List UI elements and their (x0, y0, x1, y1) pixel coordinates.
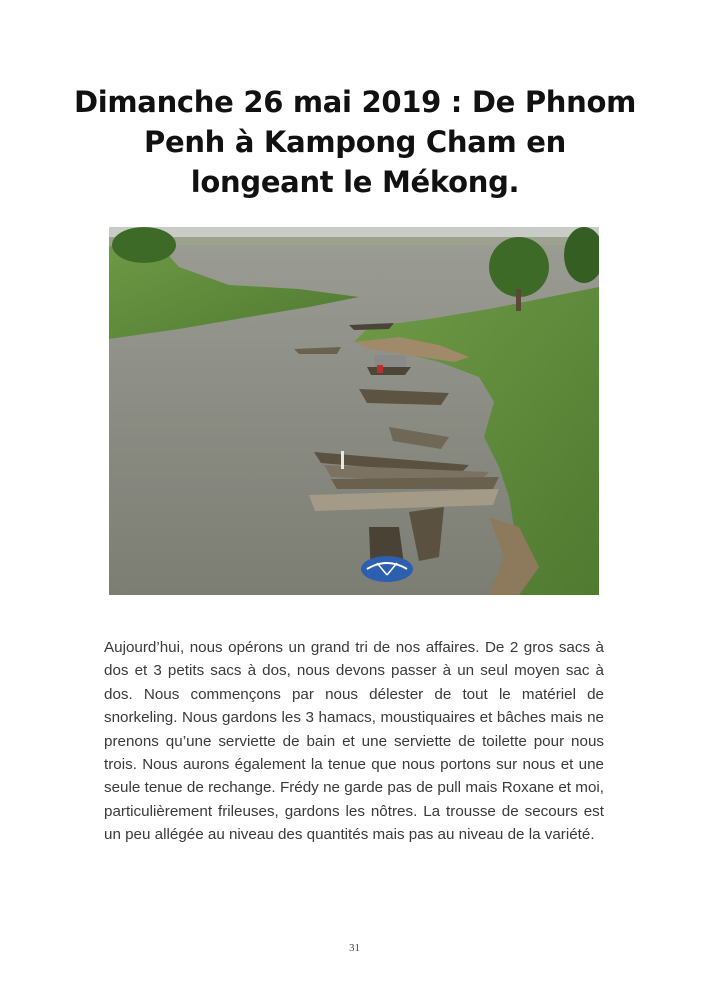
page-title: Dimanche 26 mai 2019 : De Phnom Penh à Kampong Cham en longeant le Mékong. (73, 85, 637, 199)
page-number: 31 (349, 942, 360, 954)
body-paragraph: Aujourd’hui, nous opérons un grand tri de nos affaires. De 2 gros sacs à dos et 3 petits sacs à dos, nous devons passer à un seul moyen sac à dos. Nous commençons par nous délester de tout le matériel de snorkeling. Nous gardons les 3 hamacs, moustiquaires et bâches mais ne prenons qu’une serviette de bain et une serviette de toilette pour nous trois. Nous aurons également la tenue que nous portons sur nous et une seule tenue de rechange. Frédy ne garde pas de pull mais Roxane et moi, particulièrement frileuses, gardons les nôtres. La trousse de secours est un peu allégée au niveau des quantités mais pas au niveau de la variété. (104, 639, 604, 844)
right-tree (489, 237, 549, 297)
mekong-river-photo (109, 227, 599, 595)
left-trees (112, 227, 176, 263)
